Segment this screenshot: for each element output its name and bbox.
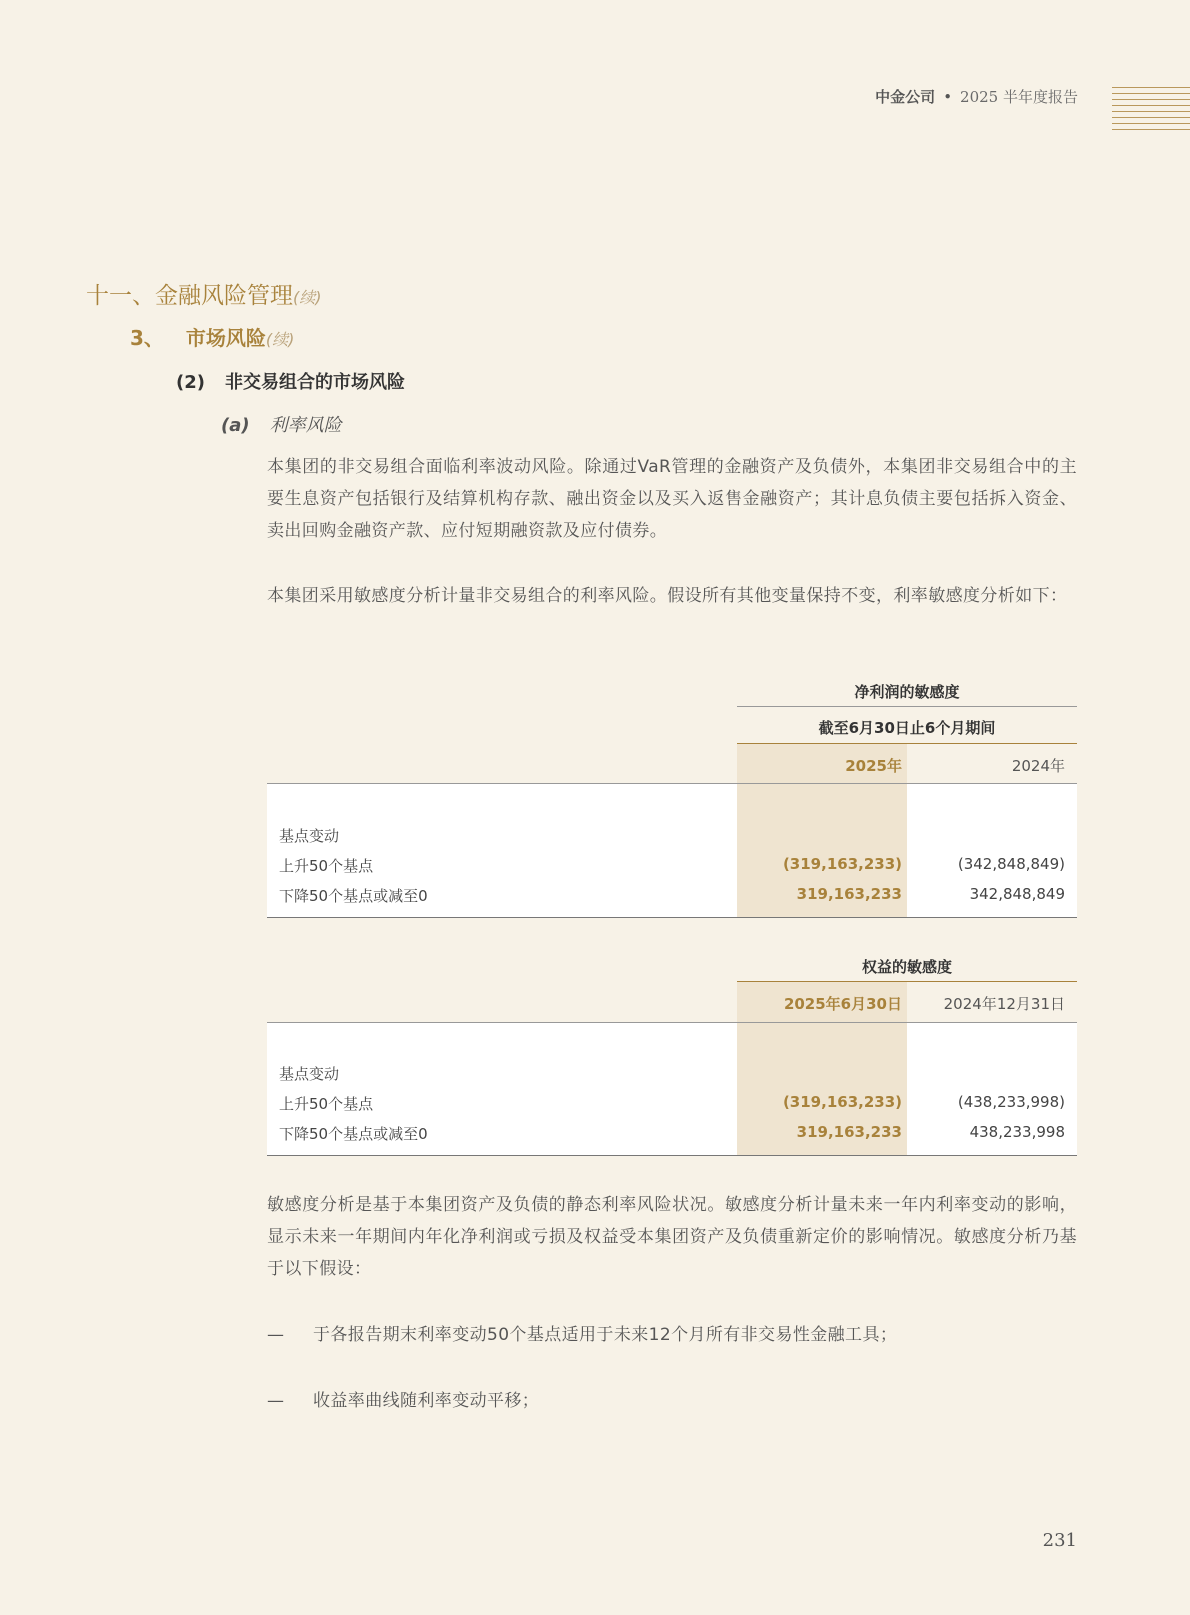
cell-2025-down-50bp: 319,163,233 xyxy=(796,885,902,903)
heading-number: 3、 xyxy=(130,326,164,350)
net-profit-sensitivity-table xyxy=(267,670,1077,918)
assumption-text: 收益率曲线随利率变动平移； xyxy=(313,1391,540,1411)
equity-sensitivity-table xyxy=(267,945,1077,1156)
subsection-title: 市场风险 xyxy=(185,326,266,350)
column-header-2025: 2025年 xyxy=(845,757,902,775)
section-heading-level1 xyxy=(86,277,322,310)
table-subtitle: 截至6月30日止6个月期间 xyxy=(818,719,996,737)
table-title: 权益的敏感度 xyxy=(861,958,952,976)
continued-marker: (续) xyxy=(293,288,322,307)
paragraph-interest-rate-risk: 本集团的非交易组合面临利率波动风险。除通过VaR管理的金融资产及负债外，本集团非交易组合中的主要生息资产包括银行及结算机构存款、融出资金以及买入返售金融资产；其计息负债主要包括拆入资金、卖出回购金融资产款、应付短期融资款及应付债券。 xyxy=(267,457,1077,541)
paragraph-sensitivity-basis: 敏感度分析是基于本集团资产及负债的静态利率风险状况。敏感度分析计量未来一年内利率变动的影响，显示未来一年期间内年化净利润或亏损及权益受本集团资产及负债重新定价的影响情况。敏感度分析乃基于以下假设： xyxy=(267,1195,1077,1279)
dash-bullet: — xyxy=(267,1391,285,1411)
cell-2025-down-50bp: 319,163,233 xyxy=(796,1123,902,1141)
heading-number: (2) xyxy=(176,372,205,393)
divider xyxy=(267,1022,1077,1023)
table-title: 净利润的敏感度 xyxy=(854,683,960,701)
cell-2025-up-50bp: (319,163,233) xyxy=(782,855,902,873)
header-decoration-lines xyxy=(1112,87,1190,135)
divider xyxy=(737,981,1077,982)
cell-2025-up-50bp: (319,163,233) xyxy=(782,1093,902,1111)
paragraph-sensitivity-intro: 本集团采用敏感度分析计量非交易组合的利率风险。假设所有其他变量保持不变，利率敏感度分析如下： xyxy=(267,586,1068,606)
section-heading-level3 xyxy=(176,368,405,394)
header-company: 中金公司 xyxy=(875,88,936,106)
assumption-item xyxy=(267,1386,539,1411)
row-header-basis-point-change: 基点变动 xyxy=(279,827,340,845)
header-separator: • xyxy=(943,88,953,106)
row-label-down-50bp: 下降50个基点或减至0 xyxy=(279,887,428,905)
assumption-text: 于各报告期末利率变动50个基点适用于未来12个月所有非交易性金融工具； xyxy=(313,1325,898,1345)
column-header-2024-dec-31: 2024年12月31日 xyxy=(943,995,1065,1013)
cell-2024-up-50bp: (438,233,998) xyxy=(957,1093,1065,1111)
divider xyxy=(267,783,1077,784)
heading-number: (a) xyxy=(221,415,250,436)
divider xyxy=(267,917,1077,918)
column-header-2025-jun-30: 2025年6月30日 xyxy=(783,995,902,1013)
cell-2024-up-50bp: (342,848,849) xyxy=(957,855,1065,873)
section-heading-level4 xyxy=(221,411,342,437)
cell-2024-down-50bp: 438,233,998 xyxy=(969,1123,1065,1141)
row-label-down-50bp: 下降50个基点或减至0 xyxy=(279,1125,428,1143)
continued-marker: (续) xyxy=(265,330,295,349)
row-header-basis-point-change: 基点变动 xyxy=(279,1065,340,1083)
page-header xyxy=(875,86,1078,107)
section-title: 十一、金融风险管理 xyxy=(86,283,293,309)
dash-bullet: — xyxy=(267,1325,285,1345)
column-header-2024: 2024年 xyxy=(1011,757,1065,775)
divider xyxy=(737,706,1077,707)
assumption-item xyxy=(267,1320,897,1345)
divider xyxy=(737,743,1077,744)
section-heading-level2 xyxy=(130,322,294,351)
page-number: 231 xyxy=(1042,1530,1077,1551)
row-label-up-50bp: 上升50个基点 xyxy=(279,1095,374,1113)
subsection-title: 利率风险 xyxy=(269,415,342,436)
divider xyxy=(267,1155,1077,1156)
subsection-title: 非交易组合的市场风险 xyxy=(224,372,405,393)
cell-2024-down-50bp: 342,848,849 xyxy=(969,885,1065,903)
row-label-up-50bp: 上升50个基点 xyxy=(279,857,374,875)
header-report-title: 2025 半年度报告 xyxy=(960,88,1078,106)
